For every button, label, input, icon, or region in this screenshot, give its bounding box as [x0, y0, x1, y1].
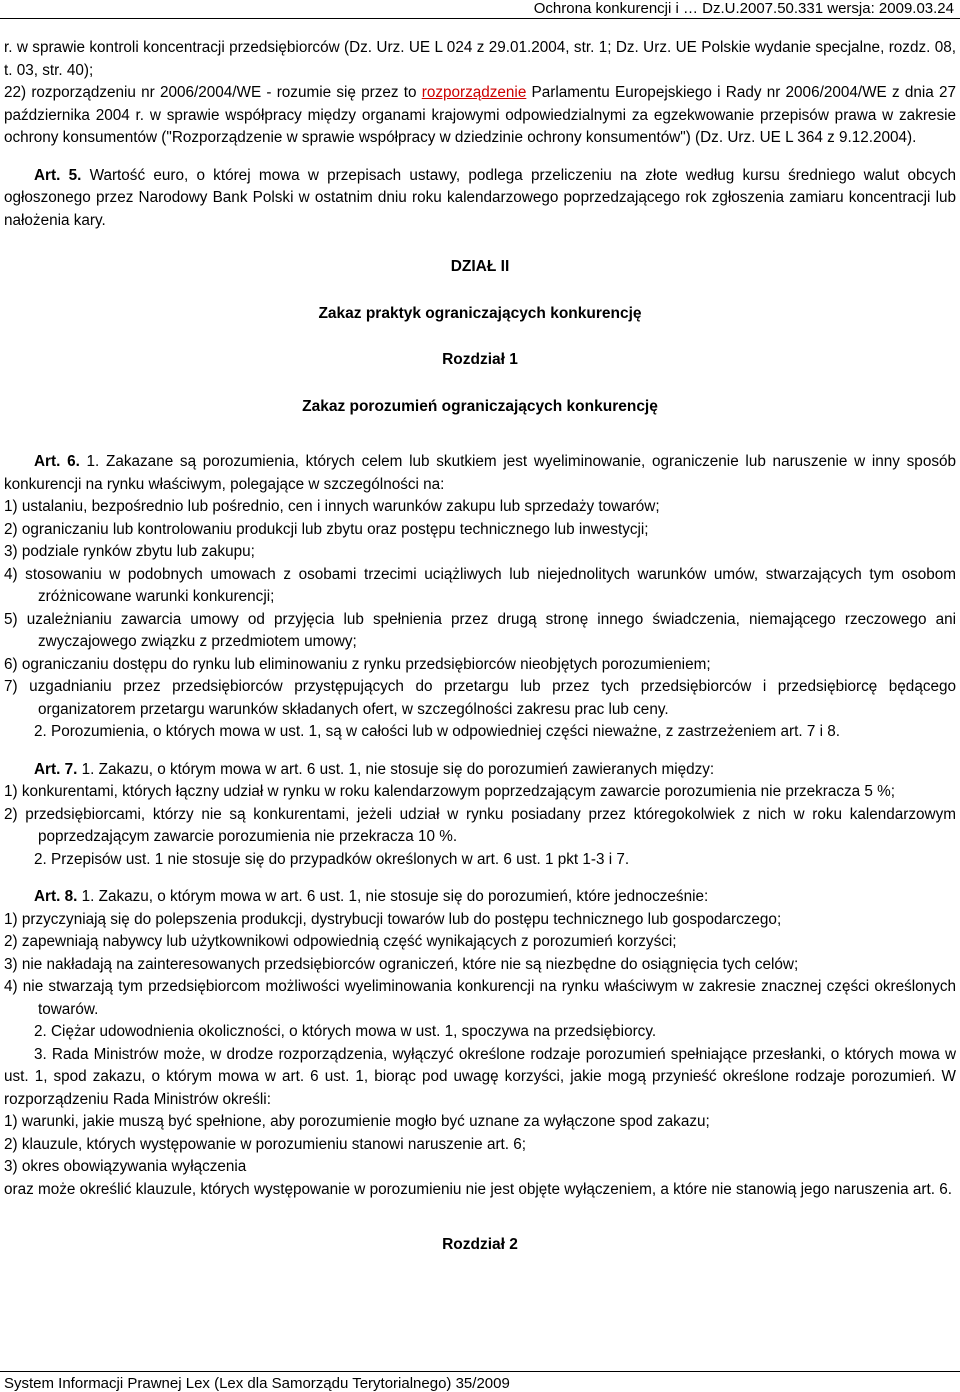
list-item: 1) przyczyniają się do polepszenia produkcji, dystrybucji towarów lub do postępu technicznego lub gospodarczego;: [4, 910, 782, 928]
list-item: 2) klauzule, których występowanie w porozumieniu stanowi naruszenie art. 6;: [4, 1135, 527, 1153]
list-item: 3) podziale rynków zbytu lub zakupu;: [4, 543, 255, 560]
document-body: [4, 37, 956, 1257]
article-number: Art. 5.: [34, 166, 82, 184]
list-item: 1) ustalaniu, bezpośrednio lub pośrednio, cen i innych warunków zakupu lub sprzedaży towarów;: [4, 498, 660, 515]
chapter-heading: Rozdział 1: [442, 351, 518, 368]
regulation-link[interactable]: rozporządzenie: [421, 84, 527, 101]
list-item: 2) zapewniają nabywcy lub użytkownikowi odpowiednią część wynikających z porozumień korzyści;: [4, 933, 677, 950]
chapter-heading: Rozdział 2: [442, 1236, 518, 1253]
header-text: Ochrona konkurencji i … Dz.U.2007.50.331 wersja: 2009.03.24: [533, 0, 954, 17]
article-8: Art. 8. 1. Zakazu, o którym mowa w art. 6 ust. 1, nie stosuje się do porozumień, które jednocześnie:: [34, 888, 709, 905]
list-item: 2) ograniczaniu lub kontrolowaniu produkcji lub zbytu oraz postępu technicznego lub inwestycji;: [4, 520, 649, 538]
chapter-title: Zakaz porozumień ograniczających konkurencję: [302, 397, 658, 415]
section-title: Zakaz praktyk ograniczających konkurencję: [318, 304, 642, 322]
list-item: 6) ograniczaniu dostępu do rynku lub eliminowaniu z rynku przedsiębiorców nieobjętych porozumieniem;: [4, 655, 711, 673]
article-5: Art. 5. Wartość euro, o której mowa w przepisach ustawy, podlega przeliczeniu na złote według kursu średniego walut obcych ogłoszonego przez Narodowy Bank Polski w ostatnim dniu roku kalendarzowego poprzedzającego rok zgłoszenia zamiaru koncentracji lub nałożenia kary.: [4, 166, 956, 229]
list-item: 2) przedsiębiorcami, którzy nie są konkurentami, jeżeli udział w rynku posiadany przez któregokolwiek z nich w roku kalendarzowym poprzedzającym zawarcie porozumienia nie przekracza 10 %.: [4, 805, 956, 845]
footer-text: System Informacji Prawnej Lex (Lex dla Samorządu Terytorialnego) 35/2009: [4, 1375, 510, 1392]
list-item: 1) konkurentami, których łączny udział w rynku w roku kalendarzowym poprzedzającym zawarcie porozumienia nie przekracza 5 %;: [4, 783, 895, 800]
paragraph-cont: r. w sprawie kontroli koncentracji przedsiębiorców (Dz. Urz. UE L 024 z 29.01.2004, str. 1; Dz. Urz. UE Polskie wydanie specjalne, rozdz. 08, t. 03, str. 40);: [4, 39, 956, 79]
list-item: 3) okres obowiązywania wyłączenia: [4, 1158, 247, 1175]
list-item: 5) uzależnianiu zawarcia umowy od przyjęcia lub spełnienia przez drugą stronę innego świadczenia, niemającego rzeczowego ani zwyczajowego związku z przedmiotem umowy;: [4, 610, 956, 650]
list-item: 7) uzgadnianiu przez przedsiębiorców przystępujących do przetargu lub przez tych przedsiębiorców i przedsiębiorcę będącego organizatorem przetargu warunków składanych ofert, w szczególności zakresu prac lub ceny.: [4, 678, 956, 718]
paragraph: 3. Rada Ministrów może, w drodze rozporządzenia, wyłączyć określone rodzaje porozumień spełniające przesłanki, o których mowa w ust. 1, spod zakazu, o którym mowa w art. 6 ust. 1, biorąc pod uwagę korzyści, jakie mogą przynieść określone rodzaje porozumień. W rozporządzeniu Rada Ministrów określi:: [4, 1045, 956, 1108]
list-item: 4) nie stwarzają tym przedsiębiorcom możliwości wyeliminowania konkurencji na rynku właściwym w zakresie znacznej części określonych towarów.: [4, 978, 956, 1018]
definition-22: 22) rozporządzeniu nr 2006/2004/WE - rozumie się przez to rozporządzenie Parlamentu Europejskiego i Rady nr 2006/2004/WE z dnia 27 października 2004 r. w sprawie współpracy między organami krajowymi odpowiedzialnymi za egzekwowanie przepisów prawa w zakresie ochrony konsumentów ("Rozporządzenie w sprawie współpracy w dziedzinie ochrony konsumentów") (Dz. Urz. UE L 364 z 9.12.2004).: [4, 84, 956, 146]
section-heading: DZIAŁ II: [450, 258, 510, 275]
list-item: 4) stosowaniu w podobnych umowach z osobami trzecimi uciążliwych lub niejednolitych warunków umów, stwarzających tym osobom zróżnicowane warunki konkurencji;: [4, 565, 956, 605]
article-7: Art. 7. 1. Zakazu, o którym mowa w art. 6 ust. 1, nie stosuje się do porozumień zawieranych między:: [34, 760, 715, 778]
paragraph: 2. Porozumienia, o których mowa w ust. 1, są w całości lub w odpowiedniej części nieważne, z zastrzeżeniem art. 7 i 8.: [34, 723, 840, 740]
paragraph: oraz może określić klauzule, których występowanie w porozumieniu nie jest objęte wyłączeniem, a które nie stanowią jego naruszenia art. 6.: [4, 1180, 953, 1198]
paragraph: 2. Przepisów ust. 1 nie stosuje się do przypadków określonych w art. 6 ust. 1 pkt 1-3 i 7.: [34, 850, 630, 868]
list-item: 1) warunki, jakie muszą być spełnione, aby porozumienie mogło być uznane za wyłączone spod zakazu;: [4, 1113, 710, 1130]
list-item: 3) nie nakładają na zainteresowanych przedsiębiorców ograniczeń, które nie są niezbędne do osiągnięcia tych celów;: [4, 955, 799, 973]
page-footer: [0, 1371, 960, 1392]
page-header: [0, 0, 960, 19]
article-6: Art. 6. 1. Zakazane są porozumienia, których celem lub skutkiem jest wyeliminowanie, ograniczenie lub naruszenie w inny sposób konkurencji na rynku właściwym, polegające w szczególności na:: [4, 453, 956, 493]
paragraph: 2. Ciężar udowodnienia okoliczności, o których mowa w ust. 1, spoczywa na przedsiębiorcy.: [34, 1023, 657, 1040]
